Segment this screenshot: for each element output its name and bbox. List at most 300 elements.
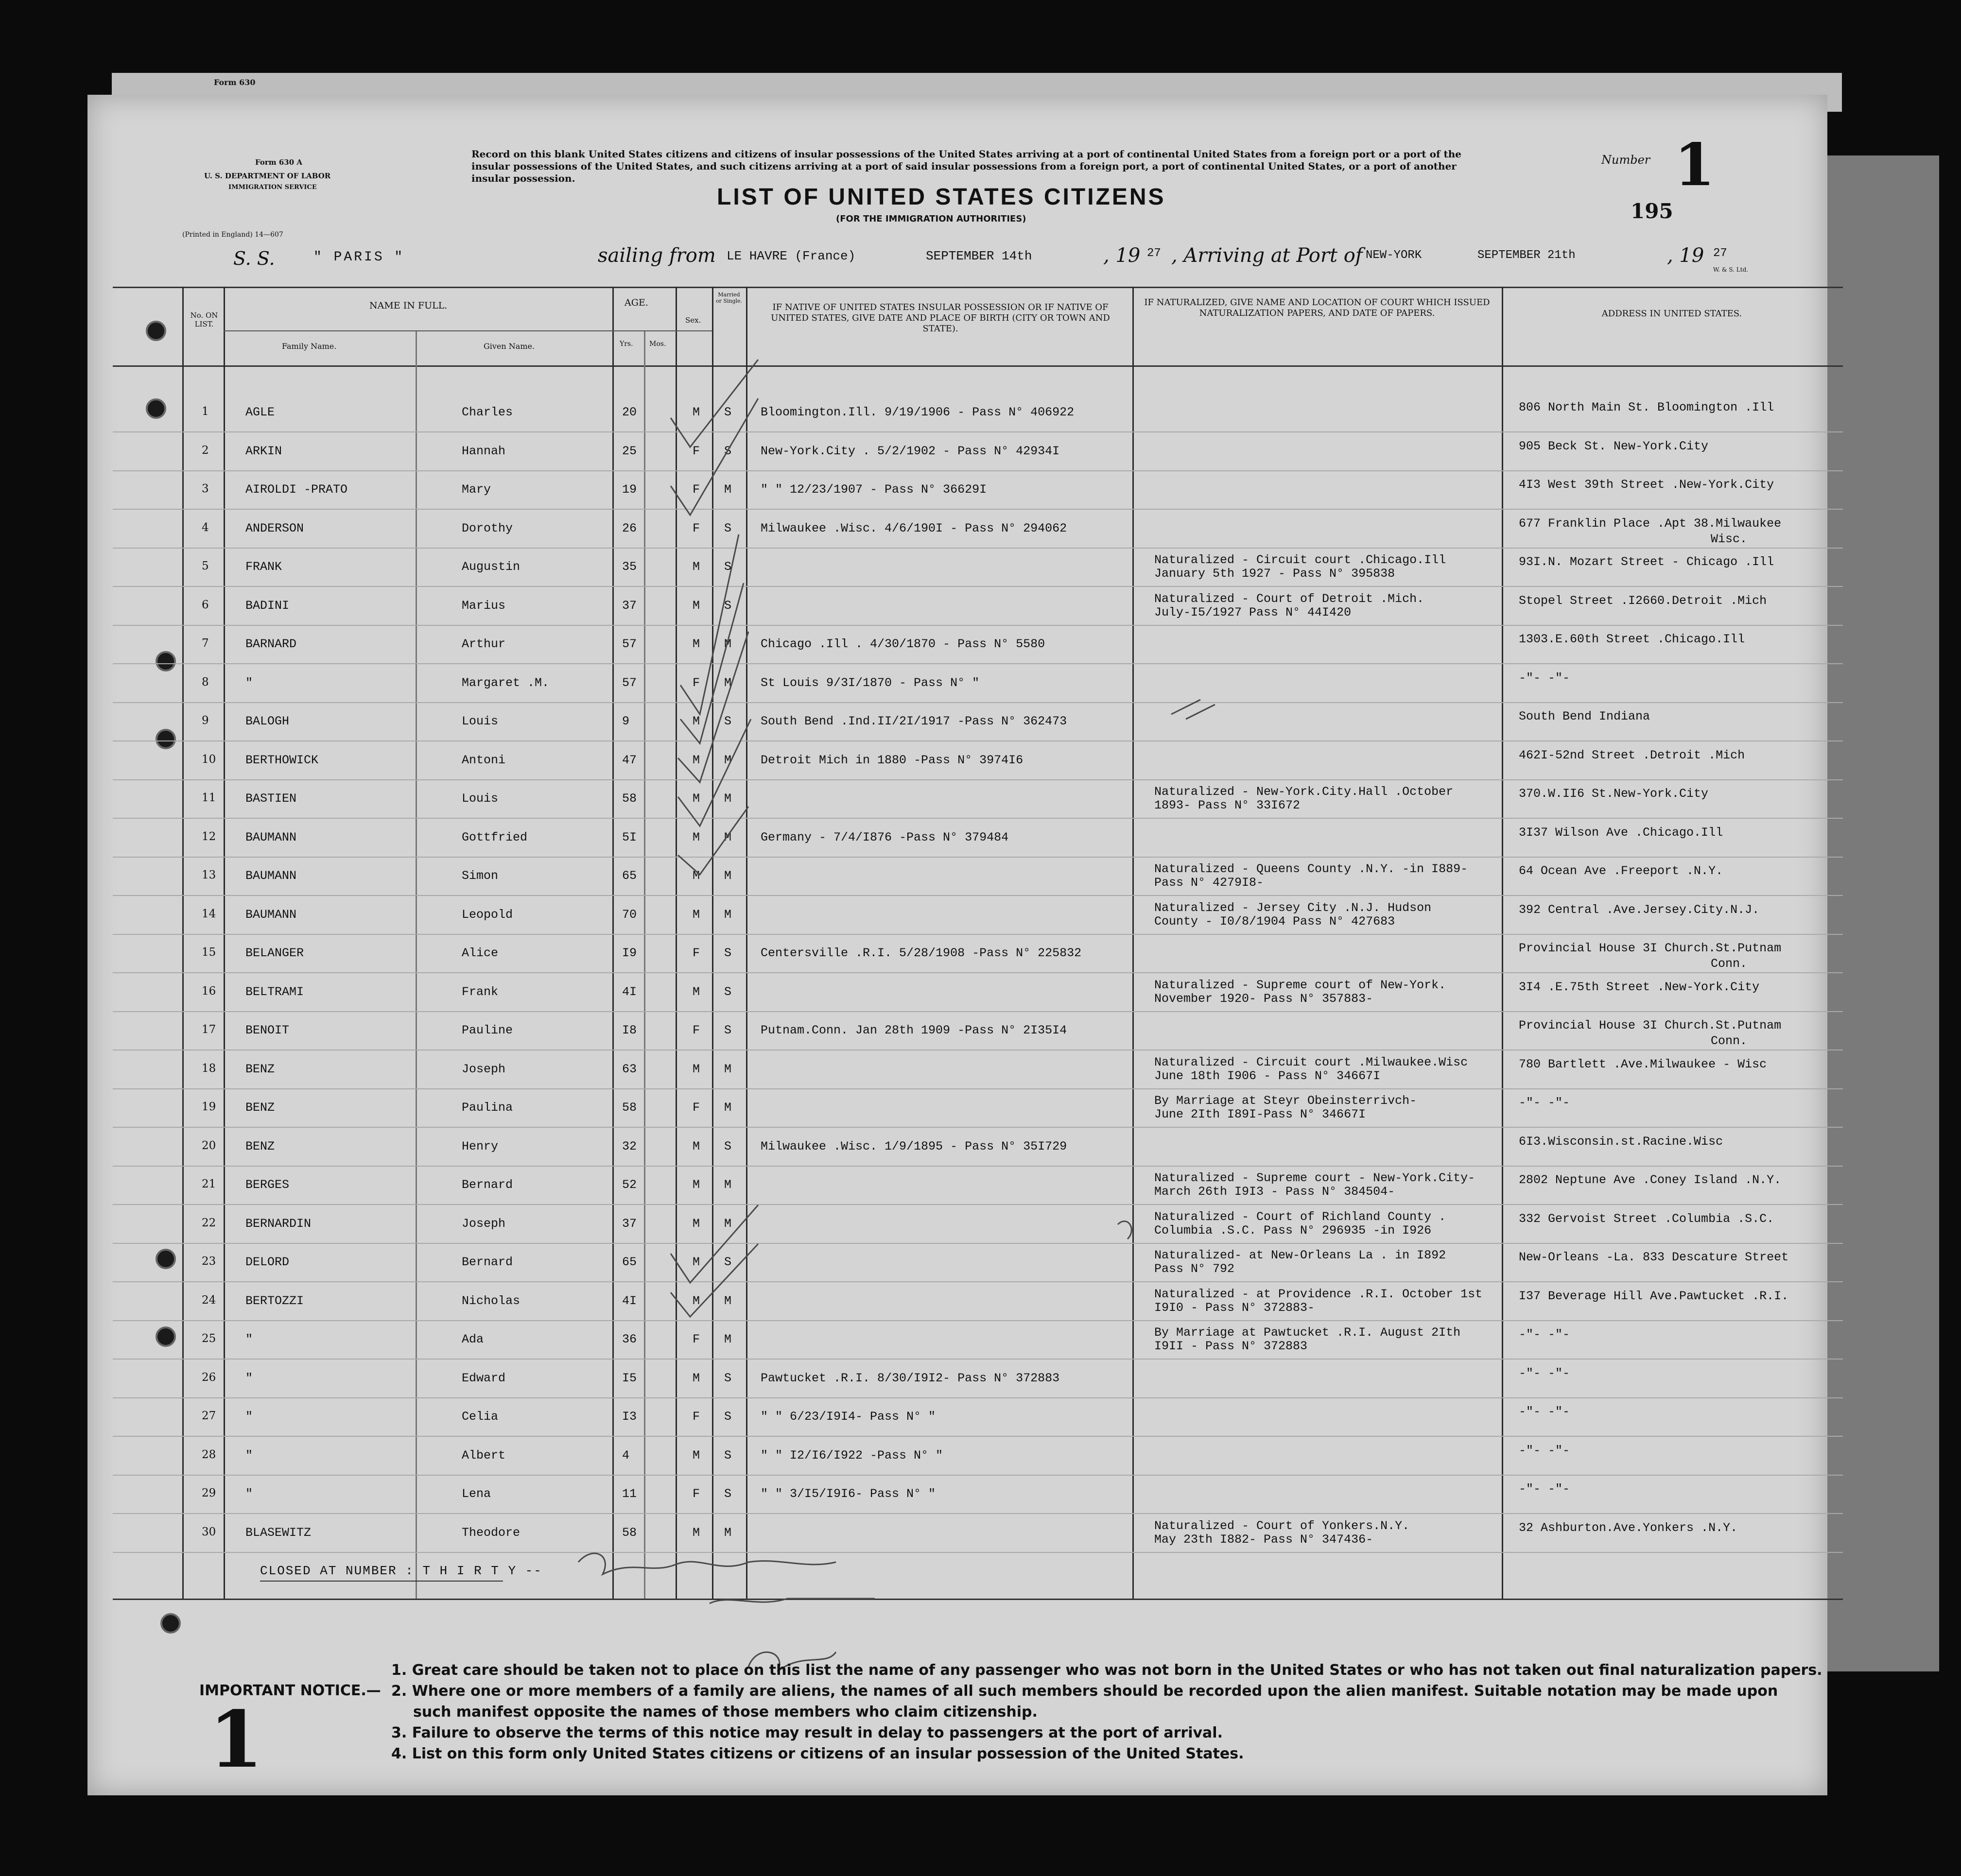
marital-status: M [724, 753, 732, 767]
birth-info: South Bend .Ind.II/2I/1917 -Pass N° 362473 [761, 714, 1067, 728]
address-line1: 3I37 Wilson Ave .Chicago.Ill [1519, 826, 1723, 840]
sex: M [693, 1139, 700, 1153]
officer-signature [578, 1553, 836, 1574]
sailing-label: sailing from [598, 244, 716, 267]
naturalization-line1: Naturalized - New-York.City.Hall .October [1154, 785, 1454, 799]
printer-mark: W. & S. Ltd. [1713, 266, 1749, 273]
age: 58 [622, 1101, 637, 1115]
row-number: 1 [202, 405, 209, 418]
col-header-family: Family Name. [282, 342, 337, 351]
service: IMMIGRATION SERVICE [228, 184, 317, 191]
row-number: 29 [202, 1487, 216, 1499]
sex: M [693, 1294, 700, 1308]
family-name: BASTIEN [245, 792, 297, 806]
birth-info: Chicago .Ill . 4/30/1870 - Pass N° 5580 [761, 637, 1045, 651]
marital-status: S [724, 444, 732, 458]
sex: M [693, 1178, 700, 1192]
address-line1: 332 Gervoist Street .Columbia .S.C. [1519, 1212, 1774, 1226]
birth-info: Centersville .R.I. 5/28/1908 -Pass N° 225832 [761, 946, 1082, 960]
age: 11 [622, 1487, 637, 1501]
naturalization-line1: Naturalized - Supreme court of New-York. [1154, 978, 1446, 992]
marital-status: S [724, 1023, 732, 1037]
naturalization-line2: Columbia .S.C. Pass N° 296935 -in I926 [1154, 1223, 1432, 1238]
given-name: Bernard [462, 1255, 513, 1269]
family-name: BENZ [245, 1062, 275, 1076]
age: 65 [622, 869, 637, 883]
notice-item: 4. List on this form only United States citizens or citizens of an insular possession of the United States. [391, 1745, 1244, 1762]
age: 25 [622, 444, 637, 458]
family-name: BELANGER [245, 946, 304, 960]
sex: F [693, 444, 700, 458]
given-name: Dorothy [462, 521, 513, 535]
address-line1: 1303.E.60th Street .Chicago.Ill [1519, 632, 1745, 646]
form-number: Form 630 A [255, 158, 303, 167]
family-name: BELTRAMI [245, 985, 304, 999]
given-name: Charles [462, 405, 513, 419]
col-header-yrs: Yrs. [620, 340, 633, 348]
row-number: 24 [202, 1294, 216, 1307]
birth-info: " " I2/I6/I922 -Pass N° " [761, 1448, 943, 1463]
row-number: 8 [202, 676, 209, 688]
marital-status: S [724, 946, 732, 960]
family-name: AIROLDI -PRATO [245, 482, 348, 497]
sex: M [693, 1526, 700, 1540]
given-name: Ada [462, 1332, 484, 1346]
col-header-name: NAME IN FULL. [369, 300, 448, 311]
address-line1: 3I4 .E.75th Street .New-York.City [1519, 980, 1760, 994]
marital-status: M [724, 1217, 732, 1231]
marital-status: S [724, 985, 732, 999]
age: 37 [622, 1217, 637, 1231]
marital-status: S [724, 1410, 732, 1424]
family-name: BENZ [245, 1139, 275, 1153]
sex: M [693, 1255, 700, 1269]
row-number: 26 [202, 1371, 216, 1384]
address-line1: 6I3.Wisconsin.st.Racine.Wisc [1519, 1135, 1723, 1149]
address-line1: -"- -"- [1519, 1366, 1570, 1380]
age: 32 [622, 1139, 637, 1153]
naturalization-line2: 1893- Pass N° 33I672 [1154, 798, 1301, 812]
departure-year: 27 [1147, 247, 1161, 260]
marital-status: S [724, 521, 732, 535]
family-name: " [245, 676, 253, 690]
given-name: Bernard [462, 1178, 513, 1192]
sex: F [693, 676, 700, 690]
given-name: Antoni [462, 753, 506, 767]
given-name: Frank [462, 985, 499, 999]
address-line1: 905 Beck St. New-York.City [1519, 439, 1709, 453]
age: 5I [622, 830, 637, 844]
sex: M [693, 1062, 700, 1076]
address-line1: -"- -"- [1519, 1327, 1570, 1342]
row-number: 5 [202, 560, 209, 572]
age: 20 [622, 405, 637, 419]
address-line1: 370.W.II6 St.New-York.City [1519, 787, 1709, 801]
marital-status: S [724, 405, 732, 419]
marital-status: M [724, 830, 732, 844]
arrival-date: SEPTEMBER 21th [1477, 249, 1576, 262]
address-line1: -"- -"- [1519, 1444, 1570, 1458]
age: I9 [622, 946, 637, 960]
marital-status: S [724, 1139, 732, 1153]
family-name: BARNARD [245, 637, 297, 651]
naturalization-line2: June 18th I906 - Pass N° 34667I [1154, 1069, 1381, 1083]
address-line1: New-Orleans -La. 833 Descature Street [1519, 1250, 1789, 1264]
row-number: 15 [202, 946, 216, 959]
naturalization-line1: Naturalized - Circuit court .Milwaukee.Wisc [1154, 1055, 1468, 1069]
sex: F [693, 1101, 700, 1115]
address-line1: 4I3 West 39th Street .New-York.City [1519, 478, 1774, 492]
sex: M [693, 985, 700, 999]
family-name: " [245, 1410, 253, 1424]
col-header-no: No. ON LIST. [190, 311, 218, 328]
officer-initials [710, 1599, 875, 1603]
marital-status: M [724, 637, 732, 651]
col-header-mos: Mos. [649, 340, 666, 348]
marital-status: M [724, 676, 732, 690]
sex: M [693, 599, 700, 613]
family-name: BAUMANN [245, 869, 297, 883]
address-line1: 780 Bartlett .Ave.Milwaukee - Wisc [1519, 1057, 1767, 1071]
marital-status: M [724, 1062, 732, 1076]
given-name: Joseph [462, 1062, 506, 1076]
naturalization-line1: By Marriage at Pawtucket .R.I. August 2Ith [1154, 1325, 1461, 1340]
family-name: BERGES [245, 1178, 290, 1192]
address-line1: Provincial House 3I Church.St.Putnam [1519, 1018, 1782, 1033]
row-number: 11 [202, 792, 216, 804]
row-number: 12 [202, 830, 216, 843]
naturalization-line1: Naturalized - Circuit court .Chicago.Ill [1154, 553, 1446, 567]
row-number: 27 [202, 1410, 216, 1422]
address-line1: 93I.N. Mozart Street - Chicago .Ill [1519, 555, 1774, 569]
arriving-label: , Arriving at Port of [1171, 244, 1363, 267]
given-name: Arthur [462, 637, 506, 651]
age: 65 [622, 1255, 637, 1269]
age: I3 [622, 1410, 637, 1424]
sex: M [693, 714, 700, 728]
address-line1: -"- -"- [1519, 1482, 1570, 1496]
family-name: " [245, 1487, 253, 1501]
age: 37 [622, 599, 637, 613]
address-line2: Conn. [1711, 1034, 1748, 1048]
naturalization-line1: Naturalized - at Providence .R.I. October 1st [1154, 1287, 1483, 1301]
notice-item: 1. Great care should be taken not to place on this list the name of any passenger who was not born in the United States or who has not taken out final naturalization papers. [391, 1662, 1822, 1679]
age: 70 [622, 908, 637, 922]
naturalization-line1: Naturalized - Supreme court - New-York.City- [1154, 1171, 1475, 1185]
given-name: Henry [462, 1139, 499, 1153]
row-number: 10 [202, 753, 216, 766]
row-number: 21 [202, 1178, 216, 1190]
margin-mark [1118, 1221, 1131, 1239]
col-header-naturalized: IF NATURALIZED, GIVE NAME AND LOCATION OF COURT WHICH ISSUED NATURALIZATION PAPERS, AND DATE OF PAPERS. [1144, 297, 1490, 318]
given-name: Margaret .M. [462, 676, 550, 690]
family-name: " [245, 1332, 253, 1346]
departure-date: SEPTEMBER 14th [926, 249, 1032, 263]
margin-note [1171, 700, 1215, 719]
marital-status: M [724, 869, 732, 883]
marital-status: M [724, 1526, 732, 1540]
naturalization-line1: Naturalized- at New-Orleans La . in I892 [1154, 1248, 1446, 1262]
address-line1: South Bend Indiana [1519, 709, 1650, 723]
given-name: Marius [462, 599, 506, 613]
marital-status: S [724, 1448, 732, 1463]
address-line2: Conn. [1711, 957, 1748, 971]
given-name: Simon [462, 869, 499, 883]
marital-status: M [724, 1294, 732, 1308]
age: 52 [622, 1178, 637, 1192]
row-number: 4 [202, 521, 209, 534]
naturalization-line2: Pass N° 4279I8- [1154, 876, 1264, 890]
birth-info: Milwaukee .Wisc. 4/6/190I - Pass N° 294062 [761, 521, 1067, 535]
address-line1: -"- -"- [1519, 671, 1570, 685]
row-number: 16 [202, 985, 216, 998]
given-name: Augustin [462, 560, 521, 574]
address-line1: 677 Franklin Place .Apt 38.Milwaukee [1519, 516, 1782, 531]
age: 4I [622, 1294, 637, 1308]
age: 47 [622, 753, 637, 767]
notice-item: 2. Where one or more members of a family are aliens, the names of all such members should be recorded upon the alien manifest. Suitable notation may be made upon [391, 1683, 1778, 1700]
age: 63 [622, 1062, 637, 1076]
sex: M [693, 753, 700, 767]
marital-status: M [724, 908, 732, 922]
given-name: Louis [462, 792, 499, 806]
family-name: BADINI [245, 599, 290, 613]
sex: M [693, 405, 700, 419]
col-header-sex: Sex. [685, 316, 701, 325]
marital-status: M [724, 1178, 732, 1192]
col-header-age: AGE. [625, 297, 648, 308]
family-name: ANDERSON [245, 521, 304, 535]
address-line1: I37 Beverage Hill Ave.Pawtucket .R.I. [1519, 1289, 1789, 1303]
naturalization-line1: Naturalized - Jersey City .N.J. Hudson [1154, 901, 1432, 915]
naturalization-line2: November 1920- Pass N° 357883- [1154, 992, 1373, 1006]
marital-status: S [724, 560, 732, 574]
birth-info: New-York.City . 5/2/1902 - Pass N° 42934I [761, 444, 1060, 458]
age: 57 [622, 637, 637, 651]
birth-info: Bloomington.Ill. 9/19/1906 - Pass N° 406922 [761, 405, 1075, 419]
row-number: 23 [202, 1255, 216, 1268]
row-number: 17 [202, 1023, 216, 1036]
address-line1: 392 Central .Ave.Jersey.City.N.J. [1519, 903, 1760, 917]
family-name: BALOGH [245, 714, 290, 728]
notice-item: such manifest opposite the names of those members who claim citizenship. [413, 1704, 1038, 1721]
family-name: BAUMANN [245, 908, 297, 922]
row-number: 13 [202, 869, 216, 881]
sex: M [693, 792, 700, 806]
address-line1: 32 Ashburton.Ave.Yonkers .N.Y. [1519, 1521, 1738, 1535]
form-ref: Form 630 [214, 78, 256, 87]
row-number: 7 [202, 637, 209, 650]
address-line2: Wisc. [1711, 532, 1748, 546]
departure-port: LE HAVRE (France) [727, 249, 856, 263]
number-label: Number [1601, 153, 1650, 167]
arrival-year: 27 [1713, 247, 1727, 260]
check-marks [678, 534, 751, 875]
given-name: Celia [462, 1410, 499, 1424]
family-name: " [245, 1448, 253, 1463]
naturalization-line2: July-I5/1927 Pass N° 44I420 [1154, 605, 1352, 620]
family-name: BERTOZZI [245, 1294, 304, 1308]
naturalization-line2: May 23th I882- Pass N° 347436- [1154, 1532, 1373, 1547]
given-name: Pauline [462, 1023, 513, 1037]
family-name: BAUMANN [245, 830, 297, 844]
col-header-address: ADDRESS IN UNITED STATES. [1601, 309, 1742, 319]
row-number: 28 [202, 1448, 216, 1461]
naturalization-line2: I9II - Pass N° 372883 [1154, 1339, 1308, 1353]
sex: F [693, 482, 700, 497]
family-name: BLASEWITZ [245, 1526, 312, 1540]
list-number: 1 [1674, 131, 1715, 199]
naturalization-line2: Pass N° 792 [1154, 1262, 1235, 1276]
birth-info: St Louis 9/3I/1870 - Pass N° " [761, 676, 980, 690]
given-name: Paulina [462, 1101, 513, 1115]
col-header-given: Given Name. [484, 342, 535, 351]
given-name: Nicholas [462, 1294, 521, 1308]
check-marks [671, 360, 758, 1317]
address-line1: 2802 Neptune Ave .Coney Island .N.Y. [1519, 1173, 1782, 1187]
department: U. S. DEPARTMENT OF LABOR [204, 172, 331, 180]
age: 58 [622, 1526, 637, 1540]
year-prefix-2: , 19 [1667, 244, 1704, 267]
notice-item: 3. Failure to observe the terms of this notice may result in delay to passengers at the port of arrival. [391, 1724, 1223, 1741]
given-name: Theodore [462, 1526, 521, 1540]
address-line1: -"- -"- [1519, 1405, 1570, 1419]
naturalization-line1: Naturalized - Court of Yonkers.N.Y. [1154, 1519, 1410, 1533]
row-number: 2 [202, 444, 209, 457]
naturalization-line1: Naturalized - Court of Detroit .Mich. [1154, 592, 1424, 606]
marital-status: S [724, 599, 732, 613]
age: I8 [622, 1023, 637, 1037]
address-line1: Stopel Street .I2660.Detroit .Mich [1519, 594, 1767, 608]
row-number: 25 [202, 1332, 216, 1345]
family-name: BERNARDIN [245, 1217, 312, 1231]
notice-label: IMPORTANT NOTICE.— [199, 1682, 381, 1699]
family-name: BERTHOWICK [245, 753, 319, 767]
sex: M [693, 560, 700, 574]
age: 58 [622, 792, 637, 806]
age: I5 [622, 1371, 637, 1385]
marital-status: S [724, 714, 732, 728]
birth-info: " " 3/I5/I9I6- Pass N° " [761, 1487, 936, 1501]
sex: F [693, 521, 700, 535]
birth-info: Germany - 7/4/I876 -Pass N° 379484 [761, 830, 1009, 844]
family-name: FRANK [245, 560, 282, 574]
document-subtitle: (FOR THE IMMIGRATION AUTHORITIES) [836, 214, 1026, 224]
row-number: 14 [202, 908, 216, 920]
sex: F [693, 1410, 700, 1424]
instruction-text: Record on this blank United States citizens and citizens of insular possessions of the United States arriving at a port of continental United States from a foreign port or a port of the insular possessions of the United States, and such citizens arriving at a port of said insular possessions from a foreign port, a port of continental United States, or a port of another insular possession. [471, 148, 1462, 184]
given-name: Leopold [462, 908, 513, 922]
address-line1: Provincial House 3I Church.St.Putnam [1519, 941, 1782, 955]
birth-info: Putnam.Conn. Jan 28th 1909 -Pass N° 2I35I4 [761, 1023, 1067, 1037]
year-prefix-1: , 19 [1103, 244, 1141, 267]
sex: M [693, 1217, 700, 1231]
marital-status: M [724, 482, 732, 497]
family-name: " [245, 1371, 253, 1385]
age: 19 [622, 482, 637, 497]
sex: M [693, 908, 700, 922]
age: 26 [622, 521, 637, 535]
row-number: 20 [202, 1139, 216, 1152]
sex: M [693, 830, 700, 844]
document-title: LIST OF UNITED STATES CITIZENS [717, 184, 1166, 210]
naturalization-line2: January 5th 1927 - Pass N° 395838 [1154, 567, 1395, 581]
naturalization-line2: I9I0 - Pass N° 372883- [1154, 1301, 1315, 1315]
marital-status: S [724, 1255, 732, 1269]
family-name: DELORD [245, 1255, 290, 1269]
sex: M [693, 637, 700, 651]
naturalization-line2: June 2Ith I89I-Pass N° 34667I [1154, 1107, 1366, 1121]
page-number: 195 [1631, 199, 1673, 223]
sex: M [693, 1371, 700, 1385]
row-number: 30 [202, 1526, 216, 1538]
naturalization-line1: Naturalized - Queens County .N.Y. -in I889- [1154, 862, 1468, 876]
address-line1: 806 North Main St. Bloomington .Ill [1519, 400, 1774, 414]
given-name: Edward [462, 1371, 506, 1385]
closed-at: CLOSED AT NUMBER : T H I R T Y -- [260, 1564, 542, 1578]
row-number: 18 [202, 1062, 216, 1075]
age: 4 [622, 1448, 630, 1463]
naturalization-line2: County - I0/8/1904 Pass N° 427683 [1154, 914, 1395, 929]
page-marker: 1 [209, 1694, 263, 1785]
naturalization-line2: March 26th I9I3 - Pass N° 384504- [1154, 1185, 1395, 1199]
sex: M [693, 1448, 700, 1463]
printed-in: (Printed in England) 14—607 [182, 231, 283, 239]
birth-info: " " 6/23/I9I4- Pass N° " [761, 1410, 936, 1424]
marital-status: S [724, 1371, 732, 1385]
birth-info: " " 12/23/1907 - Pass N° 36629I [761, 482, 987, 497]
given-name: Albert [462, 1448, 506, 1463]
age: 4I [622, 985, 637, 999]
birth-info: Milwaukee .Wisc. 1/9/1895 - Pass N° 35I729 [761, 1139, 1067, 1153]
arrival-port: NEW-YORK [1366, 249, 1422, 262]
address-line1: 462I-52nd Street .Detroit .Mich [1519, 748, 1745, 762]
sex: F [693, 946, 700, 960]
row-number: 6 [202, 599, 209, 611]
ship-name: " PARIS " [313, 250, 405, 265]
age: 57 [622, 676, 637, 690]
age: 35 [622, 560, 637, 574]
age: 36 [622, 1332, 637, 1346]
given-name: Gottfried [462, 830, 528, 844]
row-number: 3 [202, 482, 209, 495]
birth-info: Pawtucket .R.I. 8/30/I9I2- Pass N° 372883 [761, 1371, 1060, 1385]
address-line1: -"- -"- [1519, 1096, 1570, 1110]
naturalization-line1: By Marriage at Steyr Obeinsterrivch- [1154, 1094, 1417, 1108]
row-number: 22 [202, 1217, 216, 1229]
sex: F [693, 1332, 700, 1346]
birth-info: Detroit Mich in 1880 -Pass N° 3974I6 [761, 753, 1024, 767]
family-name: BENZ [245, 1101, 275, 1115]
given-name: Mary [462, 482, 491, 497]
given-name: Alice [462, 946, 499, 960]
col-header-married: Married or Single. [715, 292, 743, 304]
row-number: 9 [202, 714, 209, 727]
age: 9 [622, 714, 630, 728]
row-number: 19 [202, 1101, 216, 1113]
family-name: ARKIN [245, 444, 282, 458]
ss-label: S. S. [233, 248, 275, 269]
family-name: AGLE [245, 405, 275, 419]
sex: M [693, 869, 700, 883]
marital-status: M [724, 1332, 732, 1346]
family-name: BENOIT [245, 1023, 290, 1037]
given-name: Joseph [462, 1217, 506, 1231]
marital-status: M [724, 792, 732, 806]
given-name: Hannah [462, 444, 506, 458]
marital-status: S [724, 1487, 732, 1501]
given-name: Lena [462, 1487, 491, 1501]
